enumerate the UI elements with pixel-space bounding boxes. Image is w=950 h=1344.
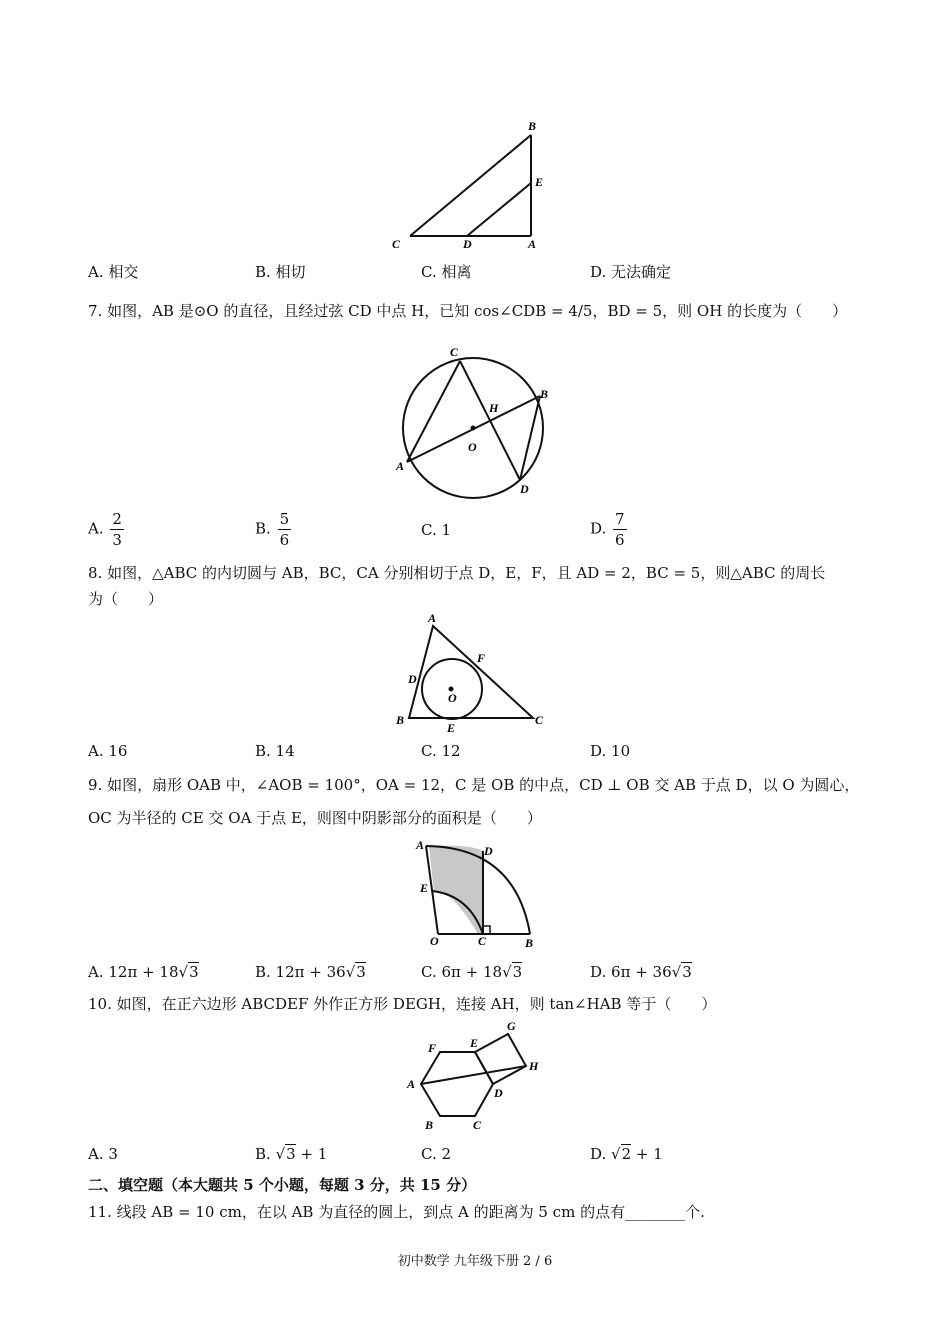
q8-option-c: C. 12 [421,742,461,760]
page-footer: 初中数学 九年级下册 2 / 6 [397,1254,553,1269]
q9-label-o: O [430,934,439,948]
q10-label-h: H [529,1059,539,1073]
q6-label-e: E [535,175,544,189]
q9-label-d: D [484,844,493,858]
q7-label-h: H [489,401,499,415]
q6-option-c: C. 相离 [421,263,472,281]
q9-label-a: A [416,838,425,852]
q9-option-c: C. 6π + 18√3 [421,963,523,981]
q10-label-f: F [428,1041,437,1055]
q9-option-a: A. 12π + 18√3 [88,963,199,981]
q11-stem: 11. 线段 AB = 10 cm，在以 AB 为直径的圆上，到点 A 的距离为 5 cm 的点有________个. [88,1203,705,1221]
q8-option-b: B. 14 [255,742,295,760]
section-2-heading: 二、填空题（本大题共 5 个小题，每题 3 分，共 15 分） [88,1176,477,1194]
q8-label-c: C [535,713,544,727]
q8-label-b: B [396,713,405,727]
q8-option-d: D. 10 [590,742,631,760]
q8-label-f: F [477,651,486,665]
q6-option-d: D. 无法确定 [590,263,672,281]
q10-label-e: E [470,1036,479,1050]
q10-option-c: C. 2 [421,1145,452,1163]
q9-option-d: D. 6π + 36√3 [590,963,692,981]
q9-figure [405,835,555,955]
q6-figure [380,112,560,257]
q10-label-b: B [425,1118,434,1132]
q10-label-a: A [407,1077,416,1091]
q7-label-a: A [396,459,405,473]
q7-option-b: B. $\frac{5}{6}$ [255,510,290,549]
q9-option-b: B. 12π + 36√3 [255,963,366,981]
q10-stem: 10. 如图，在正六边形 ABCDEF 外作正方形 DEGH，连接 AH，则 tan∠HAB 等于（ ） [88,995,717,1013]
q10-option-d: D. √2 + 1 [590,1145,663,1163]
q7-option-a: A. $\frac{2}{3}$ [88,510,122,549]
q7-option-d: D. $\frac{7}{6}$ [590,510,625,549]
q7-stem: 7. 如图，AB 是⊙O 的直径，且经过弦 CD 中点 H，已知 cos∠CDB = 4/5，BD = 5，则 OH 的长度为（ ） [88,302,848,320]
q7-option-c: C. 1 [421,521,452,539]
q10-option-a: A. 3 [88,1145,118,1163]
q6-label-d: D [463,237,472,251]
q8-label-a: A [428,611,437,625]
q9-label-b: B [525,936,534,950]
q10-option-b: B. √3 + 1 [255,1145,328,1163]
q7-label-b: B [540,387,549,401]
q8-stem-line2: 为（ ） [88,590,164,608]
q6-option-a: A. 相交 [88,263,139,281]
q9-stem-line2: OC 为半径的 CE 交 OA 于点 E，则图中阴影部分的面积是（ ） [88,809,542,827]
q8-figure [390,610,560,738]
q10-label-g: G [507,1019,516,1033]
q10-label-d: D [494,1086,503,1100]
q8-label-e: E [447,721,456,735]
q9-label-c: C [478,934,487,948]
q6-label-a: A [528,237,537,251]
q7-label-o: O [468,440,477,454]
q6-label-b: B [528,119,537,133]
q10-label-c: C [473,1118,482,1132]
q6-option-b: B. 相切 [255,263,306,281]
q9-stem-line1: 9. 如图，扇形 OAB 中，∠AOB = 100°，OA = 12，C 是 OB 的中点，CD ⊥ OB 交 AB 于点 D，以 O 为圆心， [88,776,860,794]
q10-figure [400,1018,555,1136]
q8-stem-line1: 8. 如图，△ABC 的内切圆与 AB，BC，CA 分别相切于点 D，E，F，且 AD = 2，BC = 5，则△ABC 的周长 [88,564,826,582]
q6-label-c: C [392,237,401,251]
q8-option-a: A. 16 [88,742,128,760]
q8-label-d: D [408,672,417,686]
q7-label-c: C [450,345,459,359]
q7-label-d: D [520,482,529,496]
q8-label-o: O [448,691,457,705]
q7-figure [390,340,560,500]
q9-label-e: E [420,881,429,895]
